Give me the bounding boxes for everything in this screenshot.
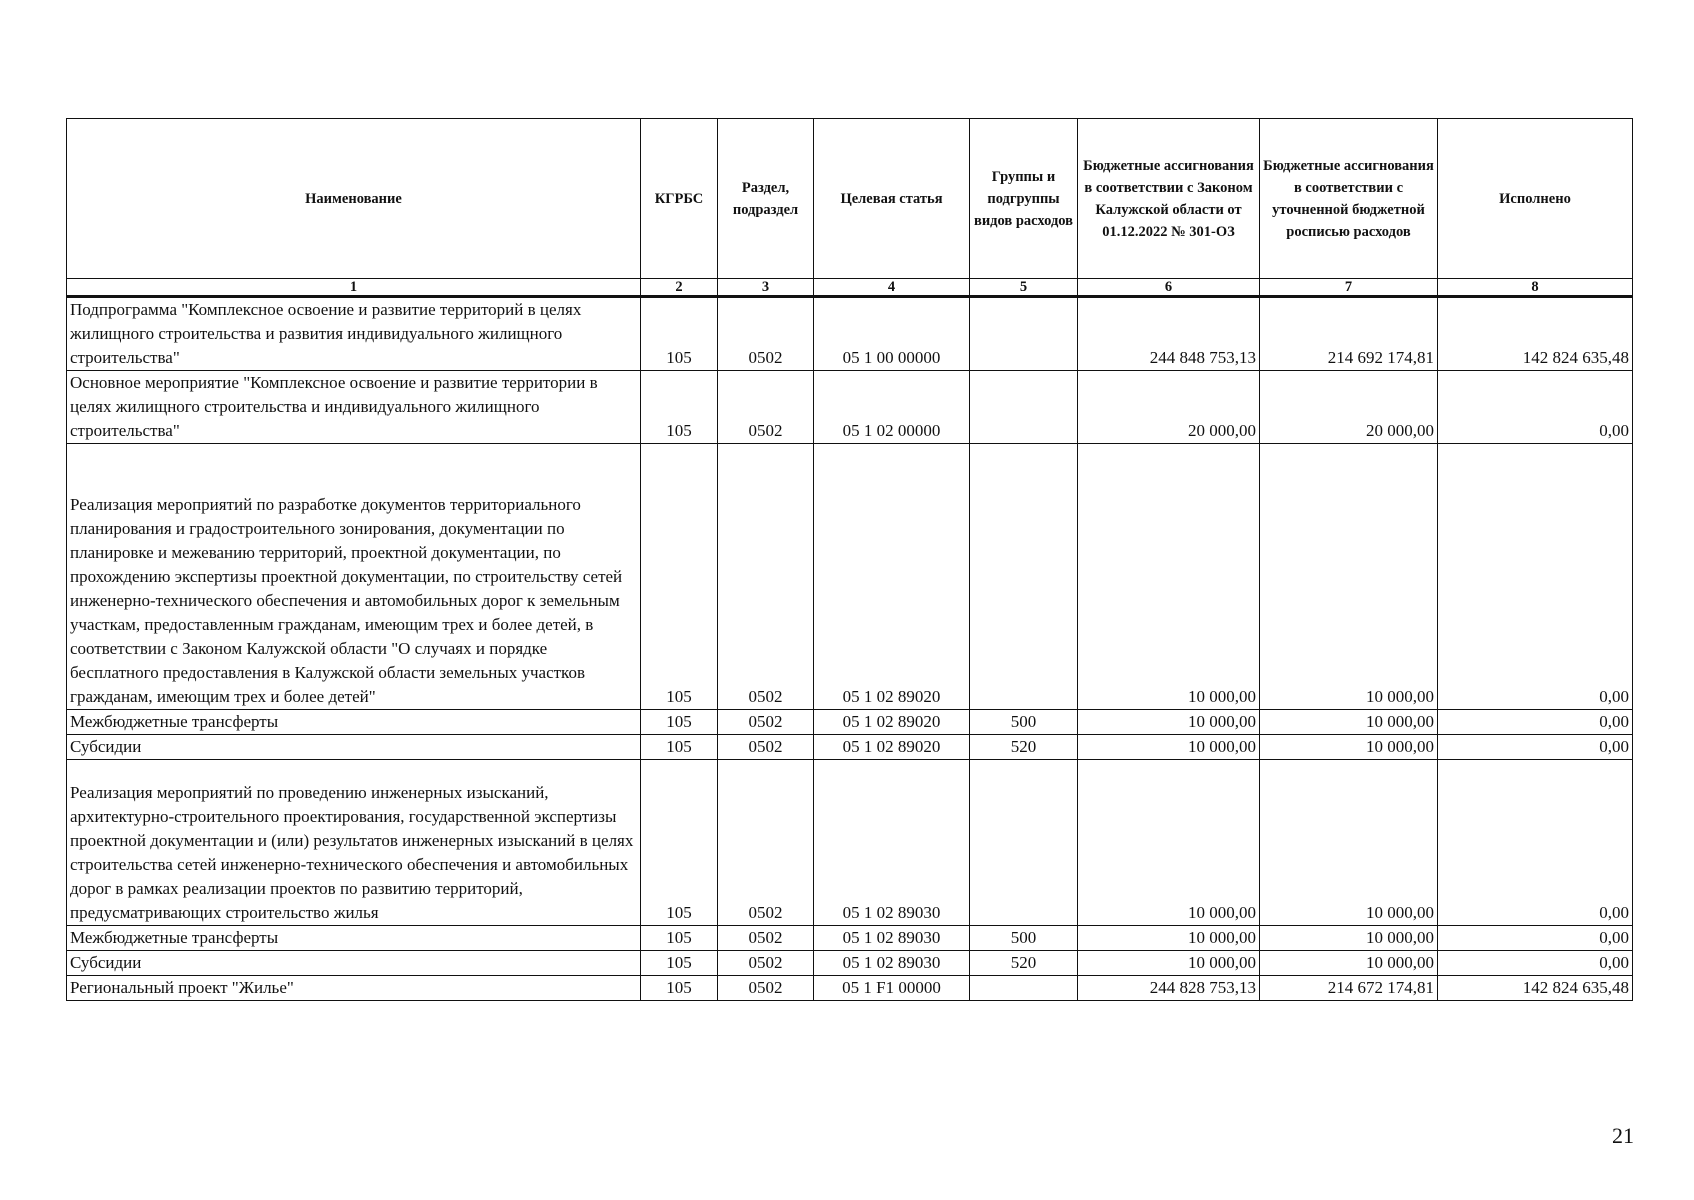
column-number: 5 bbox=[970, 279, 1078, 297]
row-kgrbs: 105 bbox=[641, 760, 718, 926]
row-refined: 10 000,00 bbox=[1260, 710, 1438, 735]
header-refined: Бюджетные ассигнования в соответствии с уточненной бюджетной росписью расходов bbox=[1260, 119, 1438, 279]
row-law: 244 828 753,13 bbox=[1078, 976, 1260, 1001]
row-executed: 142 824 635,48 bbox=[1438, 297, 1633, 371]
row-executed: 0,00 bbox=[1438, 444, 1633, 710]
row-kgrbs: 105 bbox=[641, 297, 718, 371]
row-executed: 0,00 bbox=[1438, 951, 1633, 976]
row-section: 0502 bbox=[718, 735, 814, 760]
row-executed: 0,00 bbox=[1438, 710, 1633, 735]
row-refined: 20 000,00 bbox=[1260, 371, 1438, 444]
row-executed: 142 824 635,48 bbox=[1438, 976, 1633, 1001]
column-number: 3 bbox=[718, 279, 814, 297]
row-law: 10 000,00 bbox=[1078, 710, 1260, 735]
column-number: 1 bbox=[67, 279, 641, 297]
header-law: Бюджетные ассигнования в соответствии с Законом Калужской области от 01.12.2022 № 301-ОЗ bbox=[1078, 119, 1260, 279]
row-law: 244 848 753,13 bbox=[1078, 297, 1260, 371]
row-section: 0502 bbox=[718, 760, 814, 926]
row-kgrbs: 105 bbox=[641, 976, 718, 1001]
row-section: 0502 bbox=[718, 976, 814, 1001]
header-executed: Исполнено bbox=[1438, 119, 1633, 279]
row-refined: 10 000,00 bbox=[1260, 735, 1438, 760]
table-row bbox=[67, 444, 1633, 710]
row-target: 05 1 02 89020 bbox=[814, 735, 970, 760]
table-row bbox=[67, 371, 1633, 444]
column-number: 6 bbox=[1078, 279, 1260, 297]
column-number-row bbox=[67, 279, 1633, 297]
row-group: 520 bbox=[970, 735, 1078, 760]
table-row bbox=[67, 760, 1633, 926]
row-name: Субсидии bbox=[67, 735, 641, 760]
row-group: 500 bbox=[970, 926, 1078, 951]
row-section: 0502 bbox=[718, 297, 814, 371]
row-name: Региональный проект "Жилье" bbox=[67, 976, 641, 1001]
row-refined: 214 672 174,81 bbox=[1260, 976, 1438, 1001]
table-row bbox=[67, 926, 1633, 951]
page-number: 21 bbox=[1612, 1123, 1634, 1148]
row-law: 10 000,00 bbox=[1078, 444, 1260, 710]
header-group: Группы и подгруппы видов расходов bbox=[970, 119, 1078, 279]
row-group: 500 bbox=[970, 710, 1078, 735]
row-law: 10 000,00 bbox=[1078, 735, 1260, 760]
row-law: 20 000,00 bbox=[1078, 371, 1260, 444]
table-row bbox=[67, 976, 1633, 1001]
row-group bbox=[970, 371, 1078, 444]
row-section: 0502 bbox=[718, 926, 814, 951]
row-name: Основное мероприятие "Комплексное освоение и развитие территории в целях жилищного строительства и индивидуального жилищного строительства" bbox=[67, 371, 641, 444]
row-kgrbs: 105 bbox=[641, 735, 718, 760]
row-target: 05 1 02 89030 bbox=[814, 760, 970, 926]
column-number: 2 bbox=[641, 279, 718, 297]
row-law: 10 000,00 bbox=[1078, 926, 1260, 951]
header-section: Раздел, подраздел bbox=[718, 119, 814, 279]
row-refined: 214 692 174,81 bbox=[1260, 297, 1438, 371]
row-group bbox=[970, 444, 1078, 710]
row-section: 0502 bbox=[718, 371, 814, 444]
row-group: 520 bbox=[970, 951, 1078, 976]
row-section: 0502 bbox=[718, 444, 814, 710]
row-name: Реализация мероприятий по разработке документов территориального планирования и градостроительного зонирования, документации по планировке и межеванию территорий, проектной документации, по прохождению экспертизы проектной документации, по строительству сетей инженерно-технического обеспечения и автомобильных дорог к земельным участкам, предоставленным гражданам, имеющим трех и более детей, в соответствии с Законом Калужской области "О случаях и порядке бесплатного предоставления в Калужской области земельных участков гражданам, имеющим трех и более детей" bbox=[67, 444, 641, 710]
column-number: 4 bbox=[814, 279, 970, 297]
table-row bbox=[67, 735, 1633, 760]
row-kgrbs: 105 bbox=[641, 371, 718, 444]
row-section: 0502 bbox=[718, 710, 814, 735]
column-number: 7 bbox=[1260, 279, 1438, 297]
row-refined: 10 000,00 bbox=[1260, 926, 1438, 951]
row-law: 10 000,00 bbox=[1078, 760, 1260, 926]
table-row bbox=[67, 951, 1633, 976]
row-target: 05 1 02 89030 bbox=[814, 926, 970, 951]
row-section: 0502 bbox=[718, 951, 814, 976]
row-refined: 10 000,00 bbox=[1260, 760, 1438, 926]
row-target: 05 1 02 89020 bbox=[814, 444, 970, 710]
budget-table bbox=[66, 118, 1633, 1001]
row-name: Межбюджетные трансферты bbox=[67, 926, 641, 951]
row-executed: 0,00 bbox=[1438, 735, 1633, 760]
column-number: 8 bbox=[1438, 279, 1633, 297]
row-target: 05 1 00 00000 bbox=[814, 297, 970, 371]
row-target: 05 1 F1 00000 bbox=[814, 976, 970, 1001]
row-target: 05 1 02 00000 bbox=[814, 371, 970, 444]
row-kgrbs: 105 bbox=[641, 926, 718, 951]
row-name: Субсидии bbox=[67, 951, 641, 976]
header-name: Наименование bbox=[67, 119, 641, 279]
row-executed: 0,00 bbox=[1438, 371, 1633, 444]
table-row bbox=[67, 297, 1633, 371]
row-kgrbs: 105 bbox=[641, 710, 718, 735]
row-executed: 0,00 bbox=[1438, 926, 1633, 951]
header-target: Целевая статья bbox=[814, 119, 970, 279]
row-target: 05 1 02 89030 bbox=[814, 951, 970, 976]
table-row bbox=[67, 710, 1633, 735]
row-name: Реализация мероприятий по проведению инженерных изысканий, архитектурно-строительного проектирования, государственной экспертизы проектной документации и (или) результатов инженерных изысканий в целях строительства сетей инженерно-технического обеспечения и автомобильных дорог в рамках реализации проектов по развитию территорий, предусматривающих строительство жилья bbox=[67, 760, 641, 926]
row-executed: 0,00 bbox=[1438, 760, 1633, 926]
row-name: Подпрограмма "Комплексное освоение и развитие территорий в целях жилищного строительства и развития индивидуального жилищного строительства" bbox=[67, 297, 641, 371]
header-kgrbs: КГРБС bbox=[641, 119, 718, 279]
row-kgrbs: 105 bbox=[641, 951, 718, 976]
row-group bbox=[970, 760, 1078, 926]
row-kgrbs: 105 bbox=[641, 444, 718, 710]
row-group bbox=[970, 976, 1078, 1001]
row-refined: 10 000,00 bbox=[1260, 444, 1438, 710]
row-target: 05 1 02 89020 bbox=[814, 710, 970, 735]
row-name: Межбюджетные трансферты bbox=[67, 710, 641, 735]
header-row bbox=[67, 119, 1633, 279]
row-group bbox=[970, 297, 1078, 371]
row-refined: 10 000,00 bbox=[1260, 951, 1438, 976]
row-law: 10 000,00 bbox=[1078, 951, 1260, 976]
